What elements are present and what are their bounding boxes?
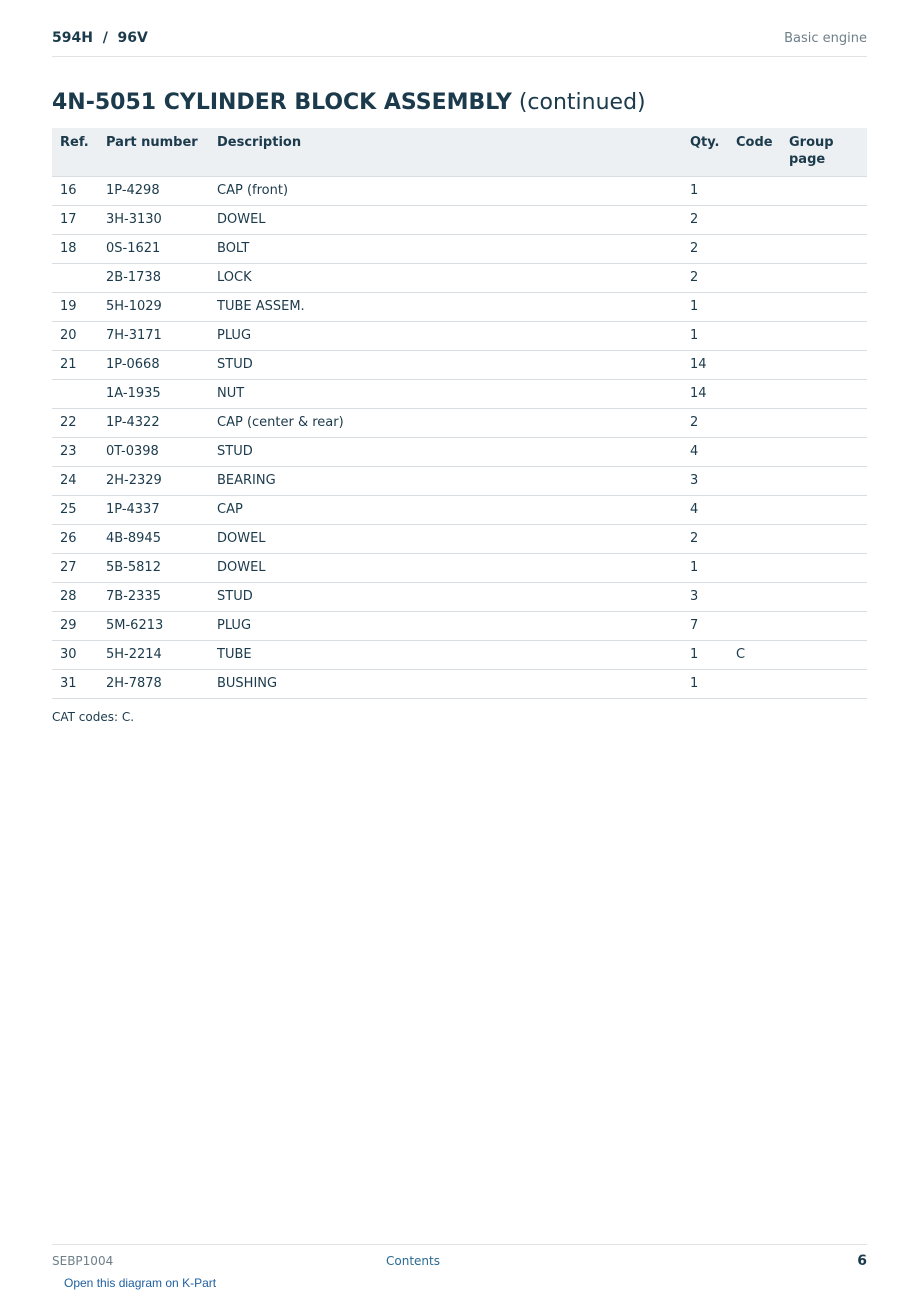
cell-group-page — [781, 525, 867, 554]
cell-description: LOCK — [209, 264, 682, 293]
table-row — [52, 496, 867, 525]
cell-qty: 2 — [682, 206, 728, 235]
cell-description: BUSHING — [209, 670, 682, 699]
cell-ref: 28 — [52, 583, 98, 612]
table-row — [52, 554, 867, 583]
cell-group-page — [781, 641, 867, 670]
cell-code — [728, 380, 781, 409]
cell-code — [728, 264, 781, 293]
cell-ref: 18 — [52, 235, 98, 264]
cell-part-number: 7B-2335 — [98, 583, 209, 612]
cell-qty: 1 — [682, 322, 728, 351]
cell-ref: 30 — [52, 641, 98, 670]
header-row — [52, 128, 867, 177]
cell-description: CAP (center & rear) — [209, 409, 682, 438]
cell-part-number: 5B-5812 — [98, 554, 209, 583]
cell-part-number: 1P-4337 — [98, 496, 209, 525]
cell-code — [728, 409, 781, 438]
cell-code — [728, 670, 781, 699]
cell-qty: 7 — [682, 612, 728, 641]
assembly-title: 4N-5051 CYLINDER BLOCK ASSEMBLY — [52, 90, 512, 115]
cell-ref: 23 — [52, 438, 98, 467]
cell-group-page — [781, 264, 867, 293]
table-row — [52, 612, 867, 641]
table-row — [52, 467, 867, 496]
cell-code — [728, 467, 781, 496]
table-header — [52, 128, 867, 177]
col-header-code: Code — [728, 128, 781, 177]
cell-qty: 4 — [682, 438, 728, 467]
cell-part-number: 2B-1738 — [98, 264, 209, 293]
cell-code — [728, 612, 781, 641]
cell-group-page — [781, 293, 867, 322]
cell-group-page — [781, 583, 867, 612]
table-row — [52, 322, 867, 351]
cell-description: PLUG — [209, 322, 682, 351]
cell-group-page — [781, 467, 867, 496]
cell-description: STUD — [209, 438, 682, 467]
cell-ref — [52, 264, 98, 293]
cell-part-number: 0S-1621 — [98, 235, 209, 264]
col-header-group-page: Group page — [781, 128, 867, 177]
cell-ref: 25 — [52, 496, 98, 525]
page-header — [52, 28, 867, 57]
cell-part-number: 2H-7878 — [98, 670, 209, 699]
cell-description: BOLT — [209, 235, 682, 264]
cell-part-number: 2H-2329 — [98, 467, 209, 496]
page-footer — [52, 1244, 867, 1275]
cell-part-number: 1A-1935 — [98, 380, 209, 409]
cell-ref: 21 — [52, 351, 98, 380]
cell-ref: 26 — [52, 525, 98, 554]
cell-group-page — [781, 612, 867, 641]
cell-qty: 1 — [682, 554, 728, 583]
cell-description: DOWEL — [209, 525, 682, 554]
cell-description: NUT — [209, 380, 682, 409]
table-row — [52, 641, 867, 670]
table-row — [52, 177, 867, 206]
table-row — [52, 670, 867, 699]
cell-description: TUBE ASSEM. — [209, 293, 682, 322]
page-title — [52, 90, 646, 115]
cell-description: BEARING — [209, 467, 682, 496]
contents-link[interactable]: Contents — [386, 1254, 440, 1268]
cell-group-page — [781, 206, 867, 235]
table-row — [52, 409, 867, 438]
cell-part-number: 1P-4298 — [98, 177, 209, 206]
cell-qty: 1 — [682, 293, 728, 322]
table-row — [52, 438, 867, 467]
table-row — [52, 583, 867, 612]
cat-codes-note: CAT codes: C. — [52, 710, 135, 724]
cell-qty: 1 — [682, 670, 728, 699]
cell-description: DOWEL — [209, 206, 682, 235]
model-numbers: 594H / 96V — [52, 30, 148, 46]
cell-code — [728, 351, 781, 380]
cell-code — [728, 322, 781, 351]
cell-qty: 2 — [682, 235, 728, 264]
cell-code — [728, 525, 781, 554]
cell-group-page — [781, 554, 867, 583]
cell-group-page — [781, 235, 867, 264]
cell-part-number: 4B-8945 — [98, 525, 209, 554]
cell-code — [728, 235, 781, 264]
cell-part-number: 0T-0398 — [98, 438, 209, 467]
table-row — [52, 380, 867, 409]
cell-group-page — [781, 322, 867, 351]
cell-ref — [52, 380, 98, 409]
cell-description: STUD — [209, 583, 682, 612]
cell-group-page — [781, 496, 867, 525]
cell-group-page — [781, 351, 867, 380]
col-header-part-number: Part number — [98, 128, 209, 177]
cell-code: C — [728, 641, 781, 670]
cell-qty: 1 — [682, 641, 728, 670]
cell-ref: 20 — [52, 322, 98, 351]
title-suffix: (continued) — [518, 90, 646, 115]
col-header-ref: Ref. — [52, 128, 98, 177]
cell-ref: 31 — [52, 670, 98, 699]
cell-code — [728, 554, 781, 583]
cell-description: PLUG — [209, 612, 682, 641]
cell-part-number: 1P-0668 — [98, 351, 209, 380]
open-kpart-link[interactable]: Open this diagram on K-Part — [64, 1276, 217, 1290]
col-header-description: Description — [209, 128, 682, 177]
cell-description: DOWEL — [209, 554, 682, 583]
cell-ref: 16 — [52, 177, 98, 206]
cell-part-number: 5H-2214 — [98, 641, 209, 670]
page-number: 6 — [857, 1253, 867, 1269]
cell-part-number: 5H-1029 — [98, 293, 209, 322]
cell-code — [728, 293, 781, 322]
cell-code — [728, 583, 781, 612]
cell-ref: 19 — [52, 293, 98, 322]
table-row — [52, 525, 867, 554]
cell-code — [728, 177, 781, 206]
col-header-qty: Qty. — [682, 128, 728, 177]
cell-qty: 4 — [682, 496, 728, 525]
cell-ref: 29 — [52, 612, 98, 641]
cell-part-number: 1P-4322 — [98, 409, 209, 438]
cell-code — [728, 496, 781, 525]
cell-description: CAP (front) — [209, 177, 682, 206]
cell-code — [728, 206, 781, 235]
cell-ref: 24 — [52, 467, 98, 496]
table-row — [52, 264, 867, 293]
table-row — [52, 351, 867, 380]
cell-part-number: 5M-6213 — [98, 612, 209, 641]
cell-qty: 14 — [682, 351, 728, 380]
cell-qty: 3 — [682, 583, 728, 612]
cell-group-page — [781, 177, 867, 206]
table-row — [52, 206, 867, 235]
document-id: SEBP1004 — [52, 1254, 114, 1268]
cell-qty: 2 — [682, 409, 728, 438]
table-row — [52, 293, 867, 322]
cell-qty: 2 — [682, 264, 728, 293]
parts-table — [52, 128, 867, 699]
cell-group-page — [781, 438, 867, 467]
cell-qty: 14 — [682, 380, 728, 409]
cell-description: TUBE — [209, 641, 682, 670]
cell-ref: 17 — [52, 206, 98, 235]
cell-part-number: 3H-3130 — [98, 206, 209, 235]
cell-part-number: 7H-3171 — [98, 322, 209, 351]
cell-qty: 2 — [682, 525, 728, 554]
cell-ref: 27 — [52, 554, 98, 583]
cell-description: STUD — [209, 351, 682, 380]
table-body — [52, 177, 867, 699]
cell-qty: 1 — [682, 177, 728, 206]
cell-qty: 3 — [682, 467, 728, 496]
section-name: Basic engine — [784, 31, 867, 46]
cell-group-page — [781, 380, 867, 409]
cell-code — [728, 438, 781, 467]
cell-description: CAP — [209, 496, 682, 525]
cell-ref: 22 — [52, 409, 98, 438]
cell-group-page — [781, 409, 867, 438]
cell-group-page — [781, 670, 867, 699]
table-row — [52, 235, 867, 264]
